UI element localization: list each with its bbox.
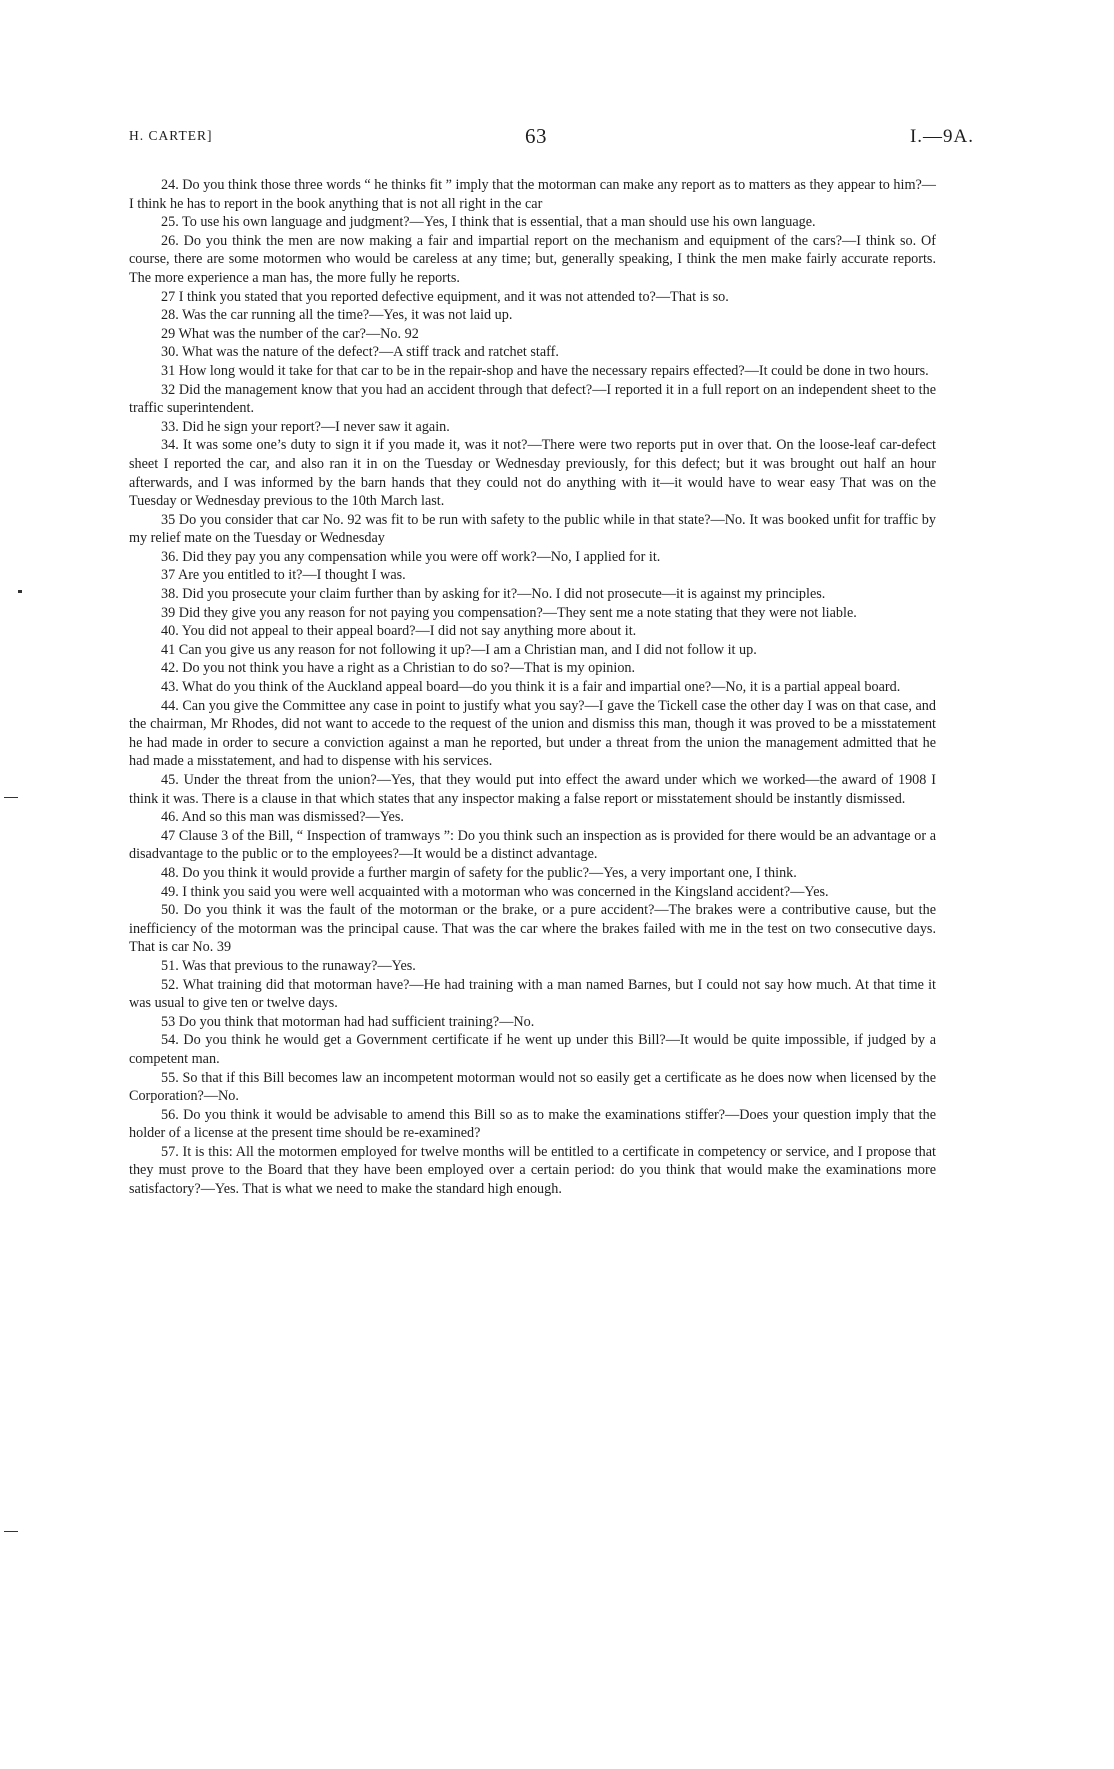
paragraph: 32 Did the management know that you had an accident through that defect?—I reported it in a full report on an independent sheet to the traffic superintendent. [129, 381, 936, 417]
paragraph: 35 Do you consider that car No. 92 was fit to be run with safety to the public while in that state?—No. It was booked unfit for traffic by my relief mate on the Tuesday or Wednesday [129, 511, 936, 547]
scan-mark [4, 797, 18, 798]
paragraph: 39 Did they give you any reason for not paying you compensation?—They sent me a note stating that they were not liable. [161, 604, 857, 621]
paragraph: 36. Did they pay you any compensation while you were off work?—No, I applied for it. [161, 548, 661, 565]
paragraph: 43. What do you think of the Auckland appeal board—do you think it is a fair and impartial one?—No, it is a partial appeal board. [161, 679, 901, 696]
paragraph: 51. Was that previous to the runaway?—Yes. [161, 957, 416, 974]
paragraph: 27 I think you stated that you reported defective equipment, and it was not attended to?—That is so. [161, 288, 729, 305]
paragraph: 37 Are you entitled to it?—I thought I was. [161, 567, 406, 584]
paragraph: 33. Did he sign your report?—I never saw it again. [161, 418, 450, 435]
paragraph: 38. Did you prosecute your claim further than by asking for it?—No. I did not prosecute—it is against my principles. [161, 586, 826, 603]
document-reference: I.—9A. [909, 126, 974, 147]
paragraph: 56. Do you think it would be advisable to amend this Bill so as to make the examinations stiffer?—Does your question imply that the holder of a license at the present time should be re-examined? [129, 1106, 936, 1142]
paragraph: 57. It is this: All the motormen employed for twelve months will be entitled to a certificate in competency or service, and I propose that they must prove to the Board that they have been employed over a certain period: do you think that would make the examinations more satisfactory?—Yes. That is what we need to make the standard high enough. [129, 1143, 936, 1198]
paragraph: 50. Do you think it was the fault of the motorman or the brake, or a pure accident?—The brakes were a contributive cause, but the inefficiency of the motorman was the principal cause. That was the car where the brakes failed with me in the test on two consecutive days. That is car No. 39 [129, 902, 936, 956]
paragraph: 34. It was some one’s duty to sign it if you made it, was it not?—There were two reports put in over that. On the loose-leaf car-defect sheet I reported the car, and also ran it in on the Tuesday or Wednesday previously, for this defect; but it was brought out half an hour afterwards, and I was informed by the barn hands that they could not do anything with it—it would have to wear easy That was on the Tuesday or Wednesday previous to the 10th March last. [129, 437, 936, 510]
paragraph: 49. I think you said you were well acquainted with a motorman who was concerned in the Kingsland accident?—Yes. [161, 883, 829, 900]
paragraph: 40. You did not appeal to their appeal board?—I did not say anything more about it. [161, 623, 637, 640]
paragraph: 28. Was the car running all the time?—Yes, it was not laid up. [161, 307, 513, 324]
paragraph: 55. So that if this Bill becomes law an incompetent motorman would not so easily get a certificate as he does now when licensed by the Corporation?—No. [129, 1069, 936, 1105]
paragraph: 52. What training did that motorman have?—He had training with a man named Barnes, but I could not say how much. At that time it was usual to give ten or twelve days. [129, 976, 936, 1012]
paragraph: 41 Can you give us any reason for not following it up?—I am a Christian man, and I did not follow it up. [161, 641, 757, 658]
paragraph: 45. Under the threat from the union?—Yes, that they would put into effect the award under which we worked—the award of 1908 I think it was. There is a clause in that which states that any inspector making a false report or misstatement should be instantly dismissed. [129, 772, 936, 807]
scan-mark [4, 1531, 18, 1532]
paragraph: 48. Do you think it would provide a further margin of safety for the public?—Yes, a very important one, I think. [161, 864, 797, 881]
paragraph: 29 What was the number of the car?—No. 92 [161, 325, 419, 342]
paragraph: 53 Do you think that motorman had had sufficient training?—No. [161, 1013, 535, 1030]
paragraph: 24. Do you think those three words “ he thinks fit ” imply that the motorman can make any report as to matters as they appear to him?—I think he has to report in the book anything that is not all right in the car [129, 177, 936, 212]
paragraph: 25. To use his own language and judgment?—Yes, I think that is essential, that a man should use his own language. [161, 214, 816, 231]
scan-mark [18, 590, 22, 593]
page-number: 63 [525, 124, 547, 148]
paragraph: 26. Do you think the men are now making a fair and impartial report on the mechanism and equipment of the cars?—I think so. Of course, there are some motormen who would be careless at any time; but, generally speaking, I think the men make fairly accurate reports. The more experience a man has, the more fully he reports. [129, 232, 936, 286]
witness-name-header: H. CARTER] [129, 128, 213, 143]
paragraph: 31 How long would it take for that car to be in the repair-shop and have the necessary repairs effected?—It could be done in two hours. [161, 362, 929, 379]
paragraph: 54. Do you think he would get a Government certificate if he went up under this Bill?—It would be quite impossible, if judged by a competent man. [129, 1032, 936, 1067]
paragraph: 30. What was the nature of the defect?—A stiff track and ratchet staff. [161, 344, 559, 361]
paragraph: 44. Can you give the Committee any case in point to justify what you say?—I gave the Tickell case the other day I was on that case, and the chairman, Mr Rhodes, did not want to accede to the request of the union and dismiss this man, though it was proved to be a misstatement he had made in order to secure a conviction against a man he reported, but under a threat from the union the management admitted that he had made a misstatement, and had to dispense with his services. [129, 697, 936, 770]
paragraph: 42. Do you not think you have a right as a Christian to do so?—That is my opinion. [161, 660, 636, 677]
paragraph: 46. And so this man was dismissed?—Yes. [161, 809, 404, 826]
paragraph: 47 Clause 3 of the Bill, “ Inspection of tramways ”: Do you think such an inspection as is provided for there would be an advantage or a disadvantage to the public or to the employees?—It would be a distinct advantage. [129, 827, 936, 863]
testimony-body [129, 176, 936, 1199]
